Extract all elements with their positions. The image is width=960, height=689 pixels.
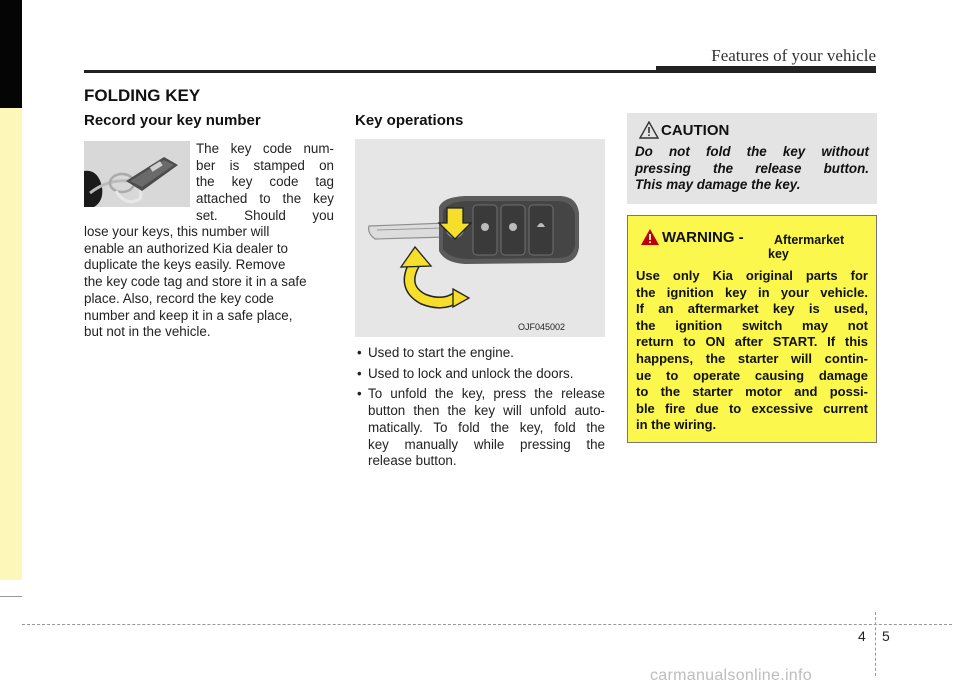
record-text-line: place. Also, record the key code	[84, 290, 274, 306]
record-text-line: the key code tag	[196, 174, 334, 190]
warning-title: WARNING -	[662, 229, 744, 246]
caution-triangle-icon	[639, 121, 659, 139]
record-text-line: the key code tag and store it in a safe	[84, 274, 307, 290]
list-item-line: button then the key will unfold auto-	[368, 403, 605, 419]
warning-line: the ignition switch may not	[636, 317, 868, 333]
record-text-full-width	[84, 224, 334, 341]
caution-box	[627, 113, 877, 204]
list-item-line: Used to lock and unlock the doors.	[368, 365, 574, 381]
record-text-line: The key code num-	[196, 141, 334, 156]
side-tick-line	[0, 596, 22, 597]
page-number: 5	[882, 628, 890, 644]
image-code-label: OJF045002	[518, 322, 566, 332]
caution-line: This may damage the key.	[635, 177, 801, 192]
key-operations-heading: Key operations	[355, 112, 464, 129]
list-item-line: release button.	[368, 453, 457, 469]
record-text-line: enable an authorized Kia dealer to	[84, 240, 288, 256]
bullet-mark: •	[357, 365, 362, 381]
list-item-line: To unfold the key, press the release	[368, 386, 605, 402]
chapter-tab	[0, 0, 22, 108]
page-header-title: Features of your vehicle	[711, 46, 876, 65]
caution-title: CAUTION	[661, 122, 730, 139]
warning-line: ue to operate causing damage	[636, 367, 868, 383]
record-text-line: set. Should you	[196, 207, 334, 223]
list-item	[355, 366, 605, 383]
footer-divider	[875, 612, 876, 676]
list-item-line: Used to start the engine.	[368, 345, 514, 360]
record-text-line: number and keep it in a safe place,	[84, 307, 293, 323]
warning-text	[636, 268, 868, 434]
list-item-line: matically. To fold the key, fold the	[368, 419, 605, 435]
warning-line: to the starter motor and possi-	[636, 384, 868, 400]
folding-key-image	[355, 139, 605, 337]
list-item	[355, 386, 605, 470]
list-item-line: key manually while pressing the	[368, 436, 605, 452]
caution-line: Do not fold the key without	[635, 144, 869, 159]
record-text-line: ber is stamped on	[196, 157, 334, 173]
warning-subtitle: Aftermarket	[774, 233, 845, 247]
record-text-right-column	[196, 141, 334, 224]
warning-line: Use only Kia original parts for	[636, 268, 868, 283]
warning-line: the ignition key in your vehicle.	[636, 284, 868, 300]
warning-triangle-icon	[640, 228, 660, 246]
caution-text	[635, 144, 869, 194]
chapter-number: 4	[858, 628, 866, 644]
caution-line: pressing the release button.	[635, 160, 869, 176]
record-text-line: but not in the vehicle.	[84, 324, 211, 340]
record-text-line: lose your keys, this number will	[84, 224, 270, 239]
key-operations-list	[355, 345, 605, 474]
record-text-line: attached to the key	[196, 191, 334, 207]
key-code-tag-image	[84, 141, 190, 207]
warning-line: in the wiring.	[636, 417, 717, 433]
warning-line: return to ON after START. If this	[636, 334, 868, 350]
bullet-mark: •	[357, 386, 362, 402]
watermark-text: carmanualsonline.info	[650, 667, 812, 684]
warning-line: ble fire due to excessive current	[636, 400, 868, 416]
list-item	[355, 345, 605, 362]
header-rule-thick	[656, 66, 876, 72]
section-title: FOLDING KEY	[84, 86, 201, 105]
footer-rule	[22, 624, 952, 625]
record-text-line: duplicate the keys easily. Remove	[84, 257, 286, 273]
warning-line: If an aftermarket key is used,	[636, 301, 868, 317]
warning-subtitle: key	[768, 247, 789, 261]
record-key-number-heading: Record your key number	[84, 112, 261, 129]
warning-line: happens, the starter will contin-	[636, 350, 868, 366]
warning-box	[627, 215, 877, 443]
bullet-mark: •	[357, 345, 362, 360]
